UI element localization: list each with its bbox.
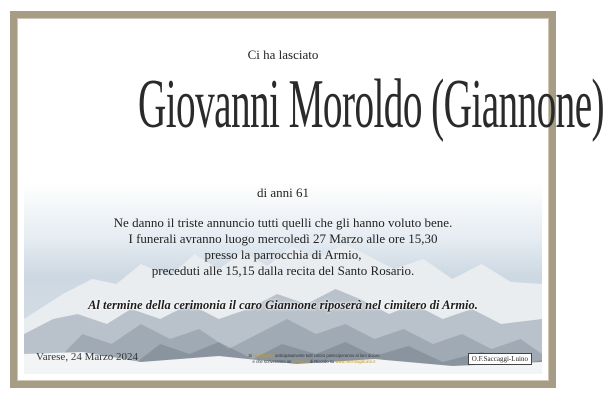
credits-text: di Ricordo su <box>309 359 335 364</box>
notice-date: Varese, 24 Marzo 2024 <box>36 351 139 363</box>
notice-frame <box>10 11 604 388</box>
body-line: preceduti alle 15,15 dalla recita del Santo Rosario. <box>151 263 415 278</box>
body-line: Ne danno il triste annuncio tutti quelli che gli hanno voluto bene. <box>113 215 453 230</box>
body-line: I funerali avranno luogo mercoledì 27 Marzo alle ore 15,30 <box>128 231 438 246</box>
funeral-home-logo: O.F.Saccaggi-Luino <box>468 353 532 365</box>
credits-text: Si <box>248 353 253 358</box>
announcement-body <box>24 215 542 279</box>
deceased-name: Giovanni Moroldo (Giannone) <box>137 66 604 143</box>
intro-text: Ci ha lasciato <box>247 47 319 62</box>
burial-note: Al termine della cerimonia il caro Giannone riposerà nel cimitero di Armio. <box>88 298 478 312</box>
credits-highlight: ringraziano <box>253 353 274 358</box>
credits-highlight: pensiero <box>292 359 309 364</box>
notice-panel <box>24 25 604 374</box>
body-line: presso la parrocchia di Armio, <box>204 247 362 262</box>
website-link[interactable]: www.necrologilluino.it <box>335 359 376 364</box>
thanks-credits <box>214 353 414 365</box>
credits-line-2 <box>214 359 414 365</box>
credits-text: e che scriveranno un <box>252 359 292 364</box>
credits-text: anticipatamente tutti coloro parteciperanno al loro dolore <box>275 353 380 358</box>
age-text: di anni 61 <box>257 185 309 200</box>
